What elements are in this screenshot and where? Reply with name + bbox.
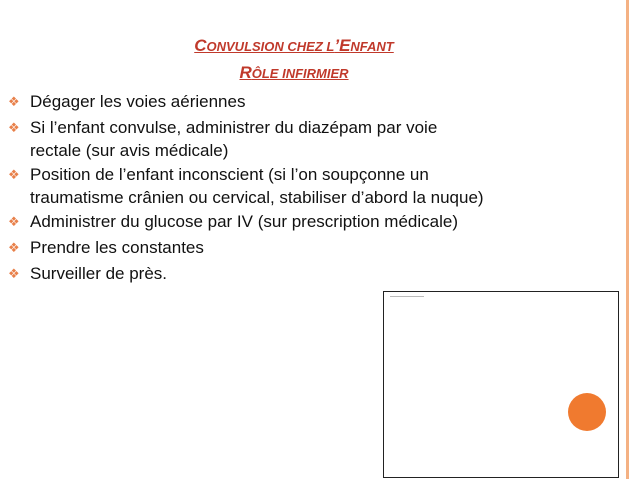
bullet-item: ❖ Surveiller de près. xyxy=(8,261,488,287)
faint-caption-line xyxy=(390,296,424,297)
bullet-list xyxy=(8,89,488,287)
bullet-marker-icon: ❖ xyxy=(8,240,20,255)
embedded-image-frame xyxy=(383,291,619,478)
bullet-item: ❖ Position de l’enfant inconscient (si l’on soupçonne un traumatisme crânien ou cervical, stabiliser d’abord la nuque) xyxy=(8,162,488,209)
bullet-marker-icon: ❖ xyxy=(8,214,20,229)
bullet-marker-icon: ❖ xyxy=(8,94,20,109)
orange-circle-decoration xyxy=(568,393,606,431)
title-line-2: RÔLE INFIRMIER xyxy=(239,63,349,82)
right-border-decoration xyxy=(626,0,629,479)
bullet-item: ❖ Si l’enfant convulse, administrer du diazépam par voie rectale (sur avis médicale) xyxy=(8,115,488,162)
bullet-marker-icon: ❖ xyxy=(8,120,20,135)
bullet-item: ❖ Dégager les voies aériennes xyxy=(8,89,488,115)
slide-title xyxy=(0,33,588,87)
bullet-marker-icon: ❖ xyxy=(8,266,20,281)
bullet-item: ❖ Administrer du glucose par IV (sur prescription médicale) xyxy=(8,209,488,235)
bullet-item: ❖ Prendre les constantes xyxy=(8,235,488,261)
title-line-1: CONVULSION CHEZ L’ENFANT xyxy=(194,36,394,55)
bullet-marker-icon: ❖ xyxy=(8,167,20,182)
